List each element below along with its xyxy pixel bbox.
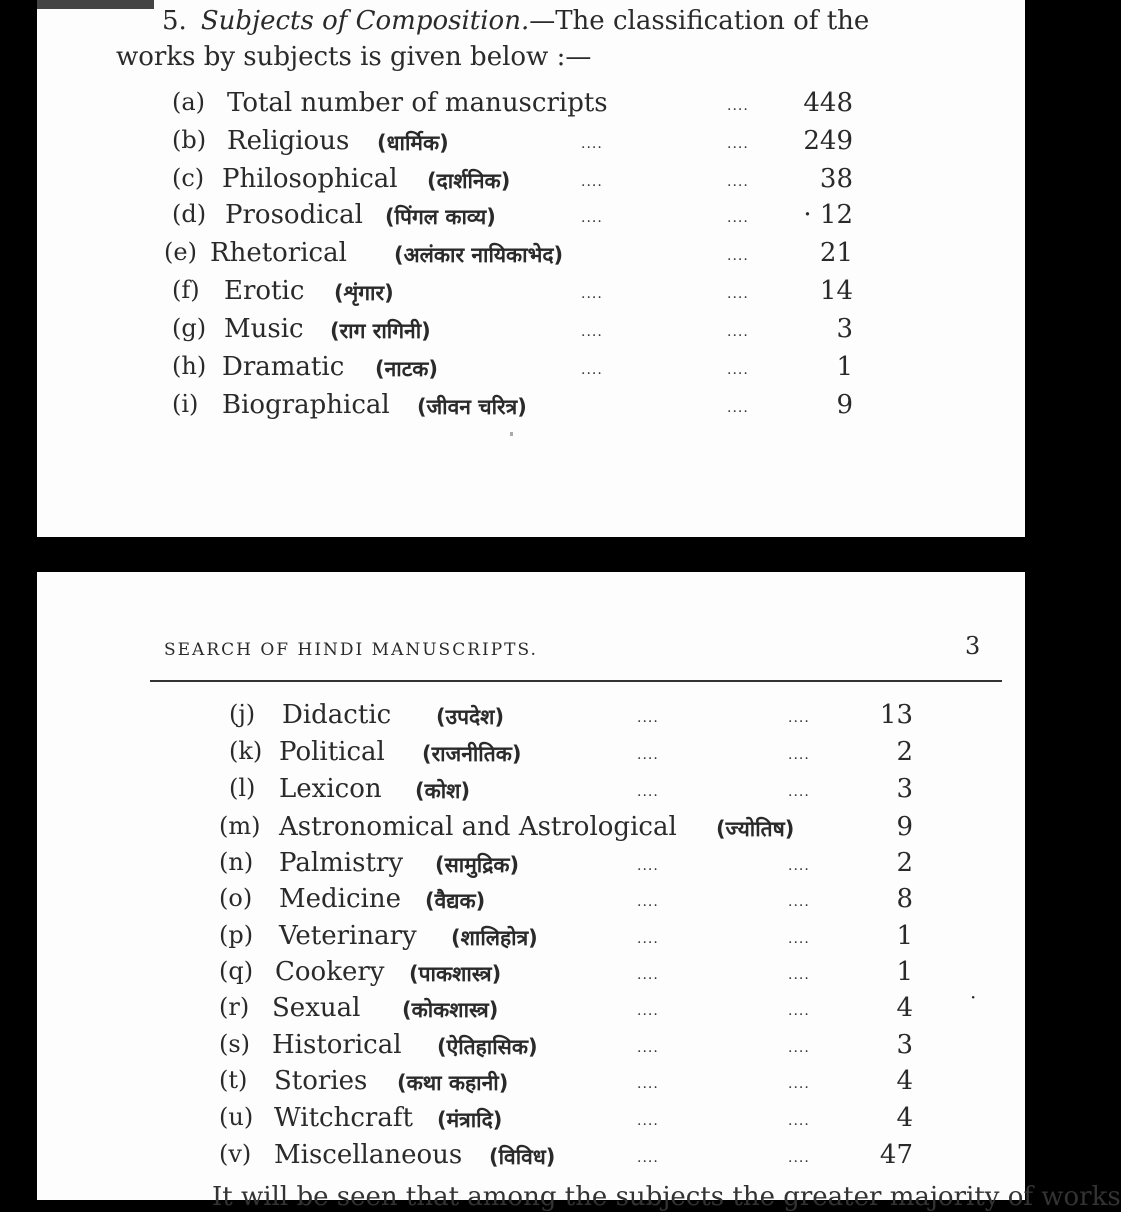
row-count: 21 [819, 238, 853, 268]
leader-dots: .... [581, 174, 603, 190]
row-label: Rhetorical [210, 238, 347, 268]
row-label: Cookery [275, 957, 385, 987]
leader-dots: .... [727, 324, 749, 340]
row-hindi: (नाटक) [375, 357, 439, 381]
row-hindi: (अलंकार नायिकाभेद) [394, 243, 564, 267]
row-count: 3 [896, 774, 913, 804]
row-count: 9 [836, 390, 853, 420]
row-label: Total number of manuscripts [227, 88, 608, 118]
leader-dots: .... [581, 210, 603, 226]
leader-dots: .... [788, 967, 810, 983]
row-hindi: (मंत्रादि) [437, 1108, 503, 1132]
row-hindi: (विविध) [489, 1145, 556, 1169]
row-count: 9 [896, 812, 913, 842]
row-count: 1 [896, 957, 913, 987]
leader-dots: .... [581, 286, 603, 302]
row-marker: (h) [172, 352, 207, 380]
row-count: 38 [819, 164, 853, 194]
row-marker: (n) [219, 848, 254, 876]
row-label: Stories [274, 1066, 368, 1096]
header-rule [150, 680, 1002, 682]
row-hindi: (पिंगल काव्य) [385, 205, 496, 229]
leader-dots: .... [788, 894, 810, 910]
leader-dots: .... [788, 710, 810, 726]
row-label: Miscellaneous [274, 1140, 463, 1170]
row-hindi: (शृंगार) [334, 281, 394, 305]
leader-dots: .... [788, 1040, 810, 1056]
leader-dots: .... [637, 894, 659, 910]
row-hindi: (वैद्यक) [425, 889, 486, 913]
row-marker: (l) [229, 774, 256, 802]
row-count: 14 [819, 276, 853, 306]
row-hindi: (कोश) [415, 779, 471, 803]
leader-dots: .... [637, 747, 659, 763]
row-count: 13 [879, 700, 913, 730]
row-label: Music [224, 314, 304, 344]
row-hindi: (ज्योतिष) [716, 817, 795, 841]
row-marker: (r) [219, 993, 250, 1021]
page-number: 3 [965, 632, 981, 660]
leader-dots: .... [727, 98, 749, 114]
leader-dots: .... [727, 400, 749, 416]
row-count: 3 [896, 1030, 913, 1060]
section-title: Subjects of Composition. [200, 6, 530, 36]
row-count: 1 [896, 921, 913, 951]
row-label: Didactic [282, 700, 392, 730]
leader-dots: .... [788, 1150, 810, 1166]
row-hindi: (राजनीतिक) [422, 742, 522, 766]
row-label: Prosodical [225, 200, 363, 230]
running-header: SEARCH OF HINDI MANUSCRIPTS. [164, 640, 538, 660]
corner-tab [37, 0, 154, 9]
leader-dots: .... [637, 967, 659, 983]
row-hindi: (राग रागिनी) [330, 319, 431, 343]
row-label: Erotic [224, 276, 305, 306]
row-marker: (k) [229, 737, 263, 765]
stray-mark: · [970, 985, 977, 1009]
row-hindi: (दार्शनिक) [427, 169, 511, 193]
row-label: Lexicon [279, 774, 382, 804]
row-hindi: (कथा कहानी) [397, 1071, 509, 1095]
leader-dots: .... [637, 710, 659, 726]
row-count: 4 [896, 993, 913, 1023]
row-count: 2 [896, 848, 913, 878]
row-label: Historical [272, 1030, 402, 1060]
leader-dots: .... [788, 1076, 810, 1092]
leader-dots: .... [788, 747, 810, 763]
leader-dots: .... [727, 362, 749, 378]
row-marker: (v) [219, 1140, 252, 1168]
fragment-text: It will be seen that among the subjects the greater majority of works [212, 1182, 1121, 1212]
row-count: 4 [896, 1066, 913, 1096]
row-marker: (a) [172, 88, 206, 116]
row-label: Political [279, 737, 385, 767]
row-label: Witchcraft [274, 1103, 413, 1133]
leader-dots: .... [637, 1076, 659, 1092]
row-label: Astronomical and Astrological [279, 812, 677, 842]
row-label: Dramatic [222, 352, 345, 382]
row-marker: (t) [219, 1066, 248, 1094]
leader-dots: .... [788, 858, 810, 874]
next-paragraph-fragment [212, 1182, 1121, 1212]
leader-dots: .... [727, 210, 749, 226]
row-marker: (f) [172, 276, 200, 304]
row-marker: (p) [219, 921, 254, 949]
leader-dots: .... [727, 174, 749, 190]
leader-dots: .... [637, 858, 659, 874]
leader-dots: .... [788, 1003, 810, 1019]
row-marker: (e) [164, 238, 197, 266]
row-marker: (o) [219, 884, 253, 912]
row-count: 4 [896, 1103, 913, 1133]
leader-dots: .... [637, 1003, 659, 1019]
section-intro: —The classification of the [529, 6, 870, 36]
leader-dots: .... [788, 784, 810, 800]
row-hindi: (जीवन चरित्र) [417, 395, 527, 419]
row-marker: (b) [172, 126, 207, 154]
row-count: 8 [896, 884, 913, 914]
page-top [37, 0, 1025, 537]
leader-dots: .... [637, 931, 659, 947]
section-number: 5. [162, 6, 187, 36]
row-hindi: (सामुद्रिक) [435, 853, 520, 877]
leader-dots: .... [727, 286, 749, 302]
leader-dots: .... [581, 324, 603, 340]
row-count: 448 [803, 88, 853, 118]
leader-dots: .... [788, 1113, 810, 1129]
leader-dots: .... [637, 1040, 659, 1056]
row-label: Biographical [222, 390, 390, 420]
row-label: Veterinary [279, 921, 417, 951]
leader-dots: .... [727, 248, 749, 264]
row-hindi: (कोकशास्त्र) [402, 998, 499, 1022]
row-marker: (g) [172, 314, 207, 342]
row-marker: (i) [172, 390, 199, 418]
section-intro-line2: works by subjects is given below :— [116, 42, 592, 72]
row-hindi: (शालिहोत्र) [451, 926, 538, 950]
row-count: 3 [836, 314, 853, 344]
leader-dots: .... [581, 136, 603, 152]
row-label: Medicine [279, 884, 401, 914]
section-heading [162, 6, 869, 36]
row-marker: (c) [172, 164, 205, 192]
row-marker: (j) [229, 700, 256, 728]
leader-dots: .... [727, 136, 749, 152]
row-label: Religious [227, 126, 350, 156]
leader-dots: .... [637, 784, 659, 800]
leader-dots: .... [581, 362, 603, 378]
row-hindi: (उपदेश) [436, 705, 505, 729]
row-marker: (d) [172, 200, 207, 228]
stray-tick [510, 432, 513, 436]
row-hindi: (धार्मिक) [377, 131, 449, 155]
row-label: Sexual [272, 993, 361, 1023]
row-marker: (u) [219, 1103, 254, 1131]
leader-dots: .... [637, 1150, 659, 1166]
row-count: 47 [879, 1140, 913, 1170]
row-marker: (q) [219, 957, 254, 985]
leader-dots: .... [788, 931, 810, 947]
row-count: · 12 [803, 200, 853, 230]
row-label: Philosophical [222, 164, 398, 194]
page-bottom [37, 572, 1121, 1212]
row-hindi: (ऐतिहासिक) [437, 1035, 538, 1059]
row-marker: (m) [219, 812, 261, 840]
row-count: 2 [896, 737, 913, 767]
row-marker: (s) [219, 1030, 251, 1058]
row-count: 249 [803, 126, 853, 156]
row-label: Palmistry [279, 848, 404, 878]
leader-dots: .... [637, 1113, 659, 1129]
row-hindi: (पाकशास्त्र) [409, 962, 502, 986]
row-count: 1 [836, 352, 853, 382]
